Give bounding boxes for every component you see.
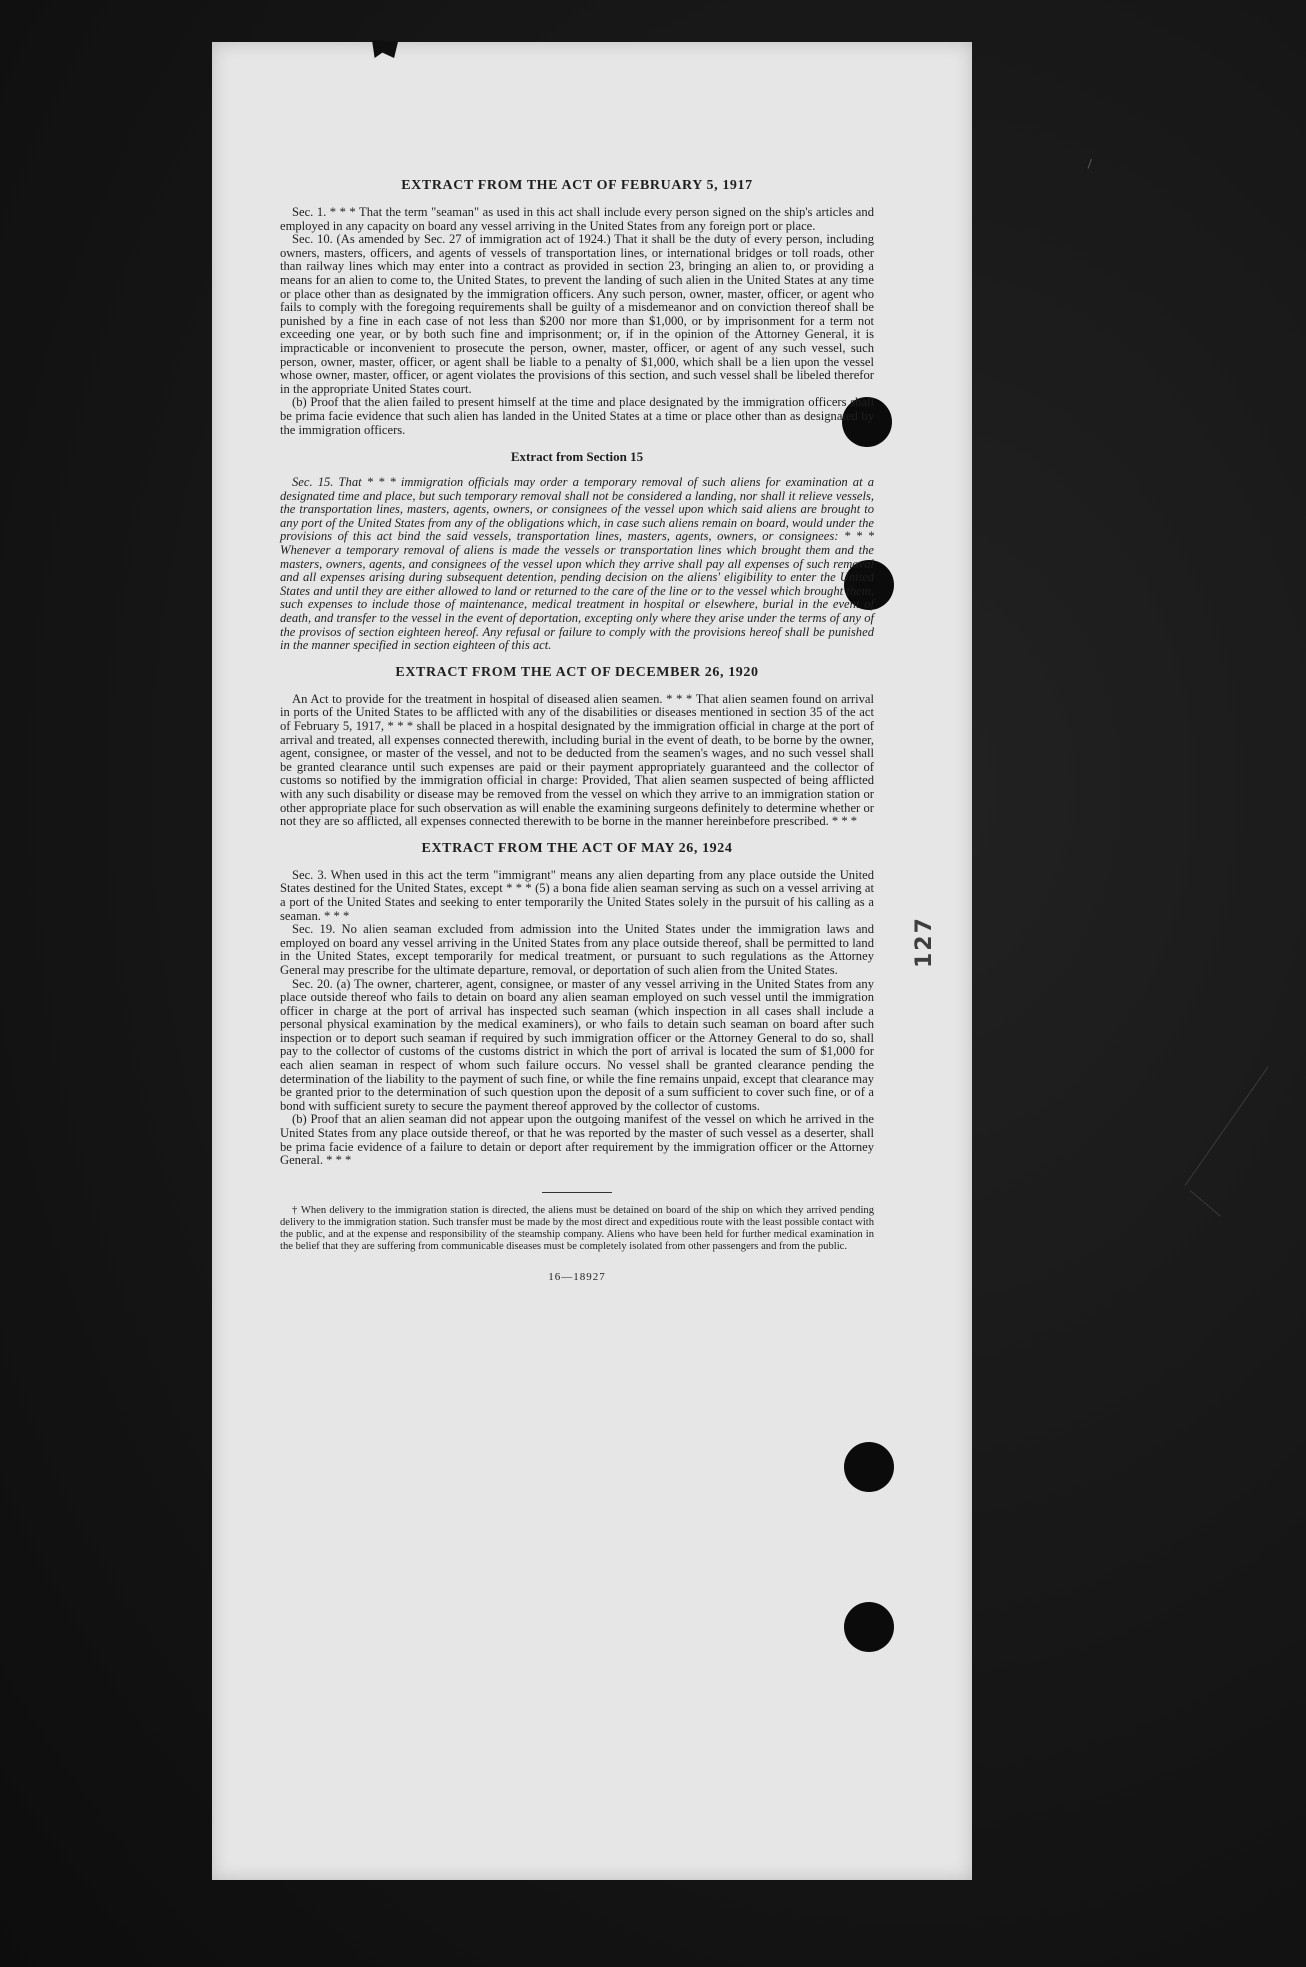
- paragraph-sec-3: Sec. 3. When used in this act the term "immigrant" means any alien departing from any place outside the United States destined for the United States, except * * * (5) a bona fide alien seaman serving as such on a vessel arriving at a port of the United States and seeking to enter temporarily the United States solely in the pursuit of his calling as a seaman. * * *: [280, 867, 874, 923]
- punch-hole: [844, 1442, 894, 1492]
- paragraph-sec-10-b: (b) Proof that the alien failed to present himself at the time and place designated by the immigration officers shall be prima facie evidence that such alien has landed in the United States at a time or place other than as designated by the immigration officers.: [280, 395, 874, 437]
- section-heading-1920: EXTRACT FROM THE ACT OF DECEMBER 26, 1920: [395, 664, 759, 680]
- footnote-divider: [542, 1192, 612, 1193]
- paragraph-act-1920: An Act to provide for the treatment in hospital of diseased alien seamen. * * * That alien seamen found on arrival in ports of the United States to be afflicted with any of the disabilities or diseases mentioned in section 35 of the act of February 5, 1917, * * * shall be placed in a hospital designated by the immigration official in charge at the port of arrival and treated, all expenses connected therewith, including burial in the event of death, to be borne by the owner, agent, consignee, or master of the vessel, and not to be deducted from the seamen's wages, and no such vessel shall be granted clearance until such expenses are paid or their payment appropriately guaranteed and the collector of customs so notified by the immigration official in charge: Provided, That alien seamen suspected of being afflicted with any such disability or disease may be removed from the vessel on which they arrive to an immigration station or other appropriate place for such observation as will enable the examining surgeons definitely to determine whether or not they are so afflicted, all expenses connected therewith to be borne in the manner hereinbefore prescribed. * * *: [280, 691, 874, 829]
- paragraph-sec-19: Sec. 19. No alien seaman excluded from admission into the United States under the immigration laws and employed on board any vessel arriving in the United States from any place outside thereof, shall be permitted to land in the United States, except temporarily for medical treatment, or pursuant to such regulations as the Attorney General may prescribe for the ultimate departure, removal, or deportation of such alien from the United States.: [280, 922, 874, 977]
- paragraph-sec-1: Sec. 1. * * * That the term "seaman" as used in this act shall include every person signed on the ship's articles and employed in any capacity on board any vessel arriving in the United States from any foreign port or place.: [280, 205, 874, 233]
- section-heading-1917: EXTRACT FROM THE ACT OF FEBRUARY 5, 1917: [401, 178, 753, 193]
- section-heading-sec-15: Extract from Section 15: [510, 449, 644, 465]
- document-text: [280, 178, 874, 1284]
- form-code: 16—18927: [548, 1270, 606, 1283]
- paragraph-sec-10: Sec. 10. (As amended by Sec. 27 of immigration act of 1924.) That it shall be the duty of every person, including owners, masters, officers, and agents of vessels of transportation lines, or international bridges or toll roads, other than railway lines which may enter into a contract as provided in section 23, bringing an alien to, or providing a means for an alien to come to, the United States, to prevent the landing of such alien in the United States at any time or place other than as designated by the immigration officers. Any such person, owner, master, officer, or agent who fails to comply with the foregoing requirements shall be guilty of a misdemeanor and on conviction thereof shall be punished by a fine in each case of not less than $200 nor more than $1,000, or by imprisonment for a term not exceeding one year, or by both such fine and imprisonment; or, if in the opinion of the Attorney General, it is impracticable or inconvenient to prosecute the person, owner, master, officer, or agent of any such vessel, such person, owner, master, officer, or agent shall be liable to a penalty of $1,000, which shall be a lien upon the vessel whose owner, master, officer, or agent violates the provisions of this section, and such vessel shall be libeled therefor in the appropriate United States court.: [280, 232, 874, 396]
- margin-handwritten-mark: 127: [912, 916, 937, 968]
- paragraph-sec-20-a: Sec. 20. (a) The owner, charterer, agent, consignee, or master of any vessel arriving in the United States from any place outside thereof who fails to detain on board any alien seaman employed on such vessel until the immigration officer in charge at the port of arrival has inspected such seaman (which inspection in all cases shall include a personal physical examination by the medical examiners), or who fails to detain such seaman on board after such inspection or to deport such seaman if required by such immigration officer or the Attorney General to do so, shall pay to the collector of customs of the customs district in which the port of arrival is located the sum of $1,000 for each alien seaman in respect of whom such failure occurs. No vessel shall be granted clearance pending the determination of the liability to the payment of such fine, or while the fine remains unpaid, except that clearance may be granted prior to the determination of such question upon the deposit of a sum sufficient to cover such fine, or of a bond with sufficient surety to secure the payment thereof approved by the collector of customs.: [280, 976, 874, 1113]
- section-heading-1924: EXTRACT FROM THE ACT OF MAY 26, 1924: [421, 840, 733, 856]
- footnote: † When delivery to the immigration station is directed, the aliens must be detained on board of the ship on which they arrived pending delivery to the immigration station. Such transfer must be made by the most direct and expeditious route with the least possible contact with the public, and at the expense and responsibility of the steamship company. Aliens who have been held for further medical examination in the belief that they are suffering from communicable diseases must be completely isolated from other passengers and from the public.: [280, 1204, 875, 1252]
- punch-hole: [844, 1602, 894, 1652]
- paragraph-sec-20-b: (b) Proof that an alien seaman did not appear upon the outgoing manifest of the vessel on which he arrived in the United States from any place outside thereof, or that he was reported by the master of such vessel as a deserter, shall be prima facie evidence of a failure to detain or deport after requirement by the immigration officer or the Attorney General. * * *: [280, 1112, 874, 1168]
- paragraph-sec-15: Sec. 15. That * * * immigration officials may order a temporary removal of such aliens for examination at a designated time and place, but such temporary removal shall not be considered a landing, nor shall it relieve vessels, the transportation lines, masters, agents, owners, or consignees of the vessel upon which said aliens are brought to any port of the United States from any of the obligations which, in case such aliens remain on board, would under the provisions of this act bind the said vessels, transportation lines, masters, agents, owners, or consignees: * * * Whenever a temporary removal of aliens is made the vessels or transportation lines which brought them and the masters, owners, agents, and consignees of the vessel upon which they arrive shall pay all expenses of such removal and all expenses arising during subsequent detention, pending decision on the aliens' eligibility to enter the United States and until they are either allowed to land or returned to the care of the line or to the vessel which brought them, such expenses to include those of maintenance, medical treatment in hospital or elsewhere, burial in the event of death, and transfer to the vessel in the event of deportation, excepting only where they arise under the terms of any of the provisos of section eighteen hereof. Any refusal or failure to comply with the provisions hereof shall be punished in the manner specified in section eighteen of this act.: [280, 475, 874, 653]
